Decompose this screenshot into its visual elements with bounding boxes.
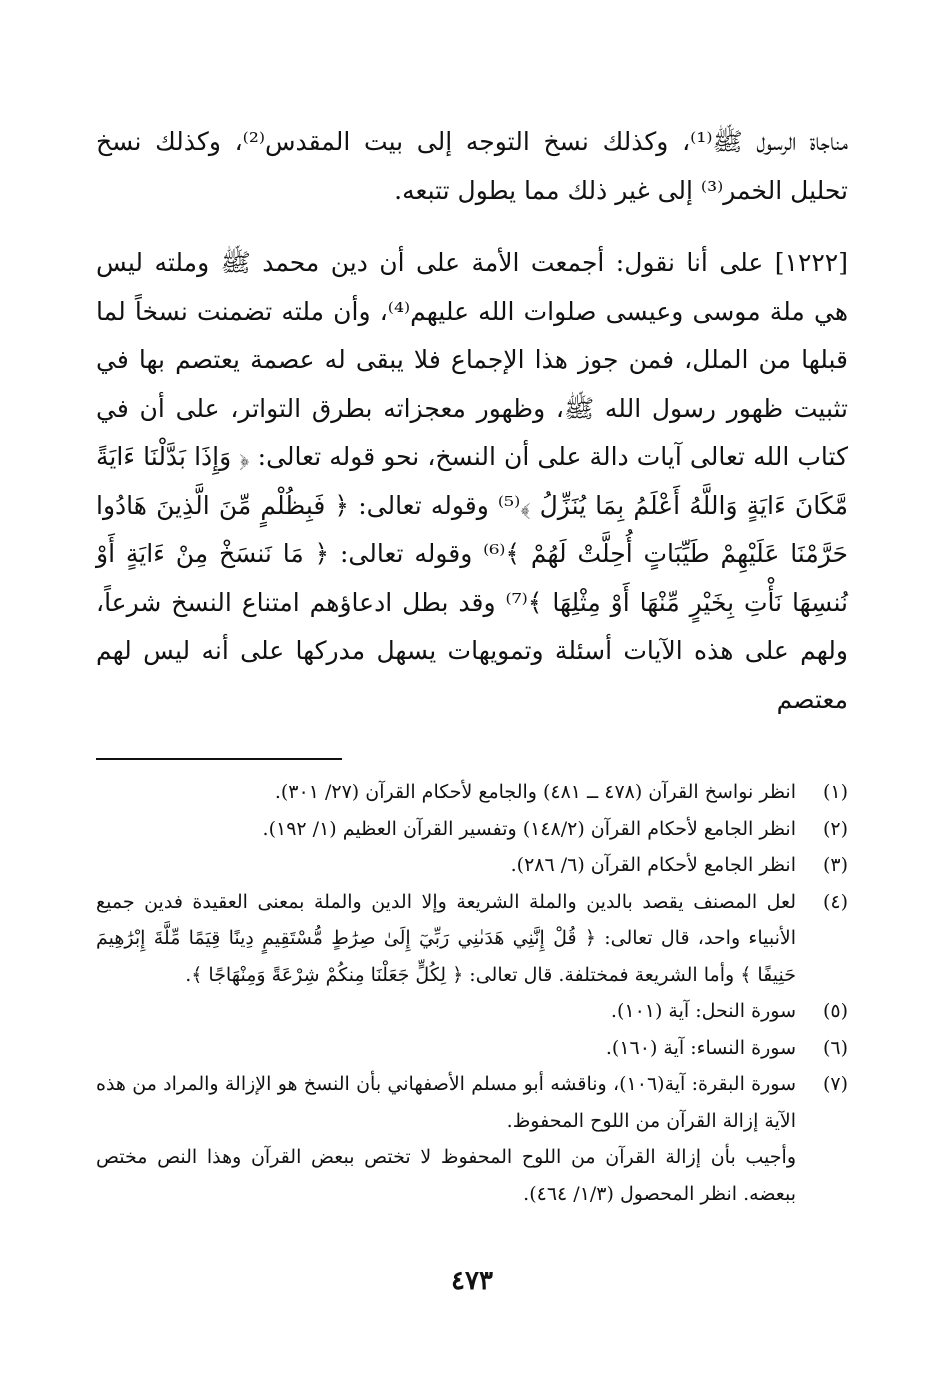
footnote-4	[96, 884, 848, 994]
main-text	[96, 118, 848, 724]
paragraph-2: [١٢٢٢] على أنا نقول: أجمعت الأمة على أن دين محمد ﷺ وملته ليس هي ملة موسى وعيسى صلوات الله عليهم⁽⁴⁾، وأن ملته تضمنت نسخاً لما قبلها من الملل، فمن جوز هذا الإجماع فلا يبقى له عصمة يعتصم بها في تثبيت ظهور رسول الله ﷺ، وظهور معجزاته بطرق التواتر، على أن في كتاب الله تعالى آيات دالة على أن النسخ، نحو قوله تعالى: ﴿ وَإِذَا بَدَّلْنَا ءَايَةً مَّكَانَ ءَايَةٍ وَاللَّهُ أَعْلَمُ بِمَا يُنَزِّلُ ﴾⁽⁵⁾ وقوله تعالى: ﴿ فَبِظُلْمٍ مِّنَ الَّذِينَ هَادُوا حَرَّمْنَا عَلَيْهِمْ طَيِّبَاتٍ أُحِلَّتْ لَهُمْ ﴾⁽⁶⁾ وقوله تعالى: ﴿ مَا نَنسَخْ مِنْ ءَايَةٍ أَوْ نُنسِهَا نَأْتِ بِخَيْرٍ مِّنْهَا أَوْ مِثْلِهَا ﴾⁽⁷⁾ وقد بطل ادعاؤهم امتناع النسخ شرعاً، ولهم على هذه الآيات أسئلة وتمويهات يسهل مدركها على أنه ليس لهم معتصم	[96, 248, 849, 714]
footnote-7	[96, 1066, 848, 1139]
footnote-text: لعل المصنف يقصد بالدين والملة الشريعة وإلا الدين والملة بمعنى العقيدة فدين جميع الأنبياء واحد، قال تعالى: ﴿ قُلْ إِنَّنِي هَدَىٰنِي رَبِّيٓ إِلَىٰ صِرَٰطٍ مُّسْتَقِيمٍ دِينًا قِيَمًا مِّلَّةَ إِبْرَٰهِيمَ حَنِيفًا ﴾ وأما الشريعة فمختلفة. قال تعالى: ﴿ لِكُلٍّ جَعَلْنَا مِنكُمْ شِرْعَةً وَمِنْهَاجًا ﴾.	[96, 890, 796, 986]
footnote-number: (١)	[822, 781, 848, 803]
footnote-separator	[96, 758, 342, 760]
footnote-text: سورة النساء: آية (١٦٠).	[605, 1036, 796, 1059]
footnote-1	[96, 774, 848, 811]
footnote-text: انظر نواسخ القرآن (٤٧٨ ــ ٤٨١) والجامع لأحكام القرآن (٢٧/ ٣٠١).	[274, 781, 796, 803]
footnote-6	[96, 1030, 848, 1067]
page-number: ٤٧٣	[451, 1266, 493, 1296]
footnotes	[96, 774, 848, 1212]
footnote-number: (٢)	[822, 817, 848, 840]
footnote-separator-wrap	[96, 758, 848, 760]
paragraph-1: مناجاة الرسول ﷺ⁽¹⁾، وكذلك نسخ التوجه إلى بيت المقدس⁽²⁾، وكذلك نسخ تحليل الخمر⁽³⁾ إلى غير ذلك مما يطول تتبعه.	[96, 127, 848, 205]
footnote-text: سورة النحل: آية (١٠١).	[610, 1000, 796, 1022]
footnote-number: (٣)	[822, 854, 848, 876]
footnote-number: (٤)	[822, 890, 848, 913]
footnote-5	[96, 993, 848, 1030]
footnote-number: (٦)	[822, 1036, 848, 1059]
footnote-3	[96, 847, 848, 884]
footnote-text: انظر الجامع لأحكام القرآن (٦/ ٢٨٦).	[510, 854, 796, 876]
footnote-text: انظر الجامع لأحكام القرآن (١٤٨/٢) وتفسير القرآن العظيم (١/ ١٩٢).	[262, 817, 796, 840]
footnote-number: (٥)	[822, 1000, 848, 1022]
footnote-number: (٧)	[822, 1073, 848, 1095]
footnote-7-continuation: وأجيب بأن إزالة القرآن من اللوح المحفوظ لا تختص ببعض القرآن وهذا النص مختص ببعضه. انظر المحصول (١/٣/ ٤٦٤).	[96, 1146, 796, 1205]
footnote-2	[96, 811, 848, 848]
footnote-text: سورة البقرة: آية(١٠٦)، وناقشه أبو مسلم الأصفهاني بأن النسخ هو الإزالة والمراد من هذه الآية إزالة القرآن من اللوح المحفوظ.	[96, 1073, 796, 1132]
